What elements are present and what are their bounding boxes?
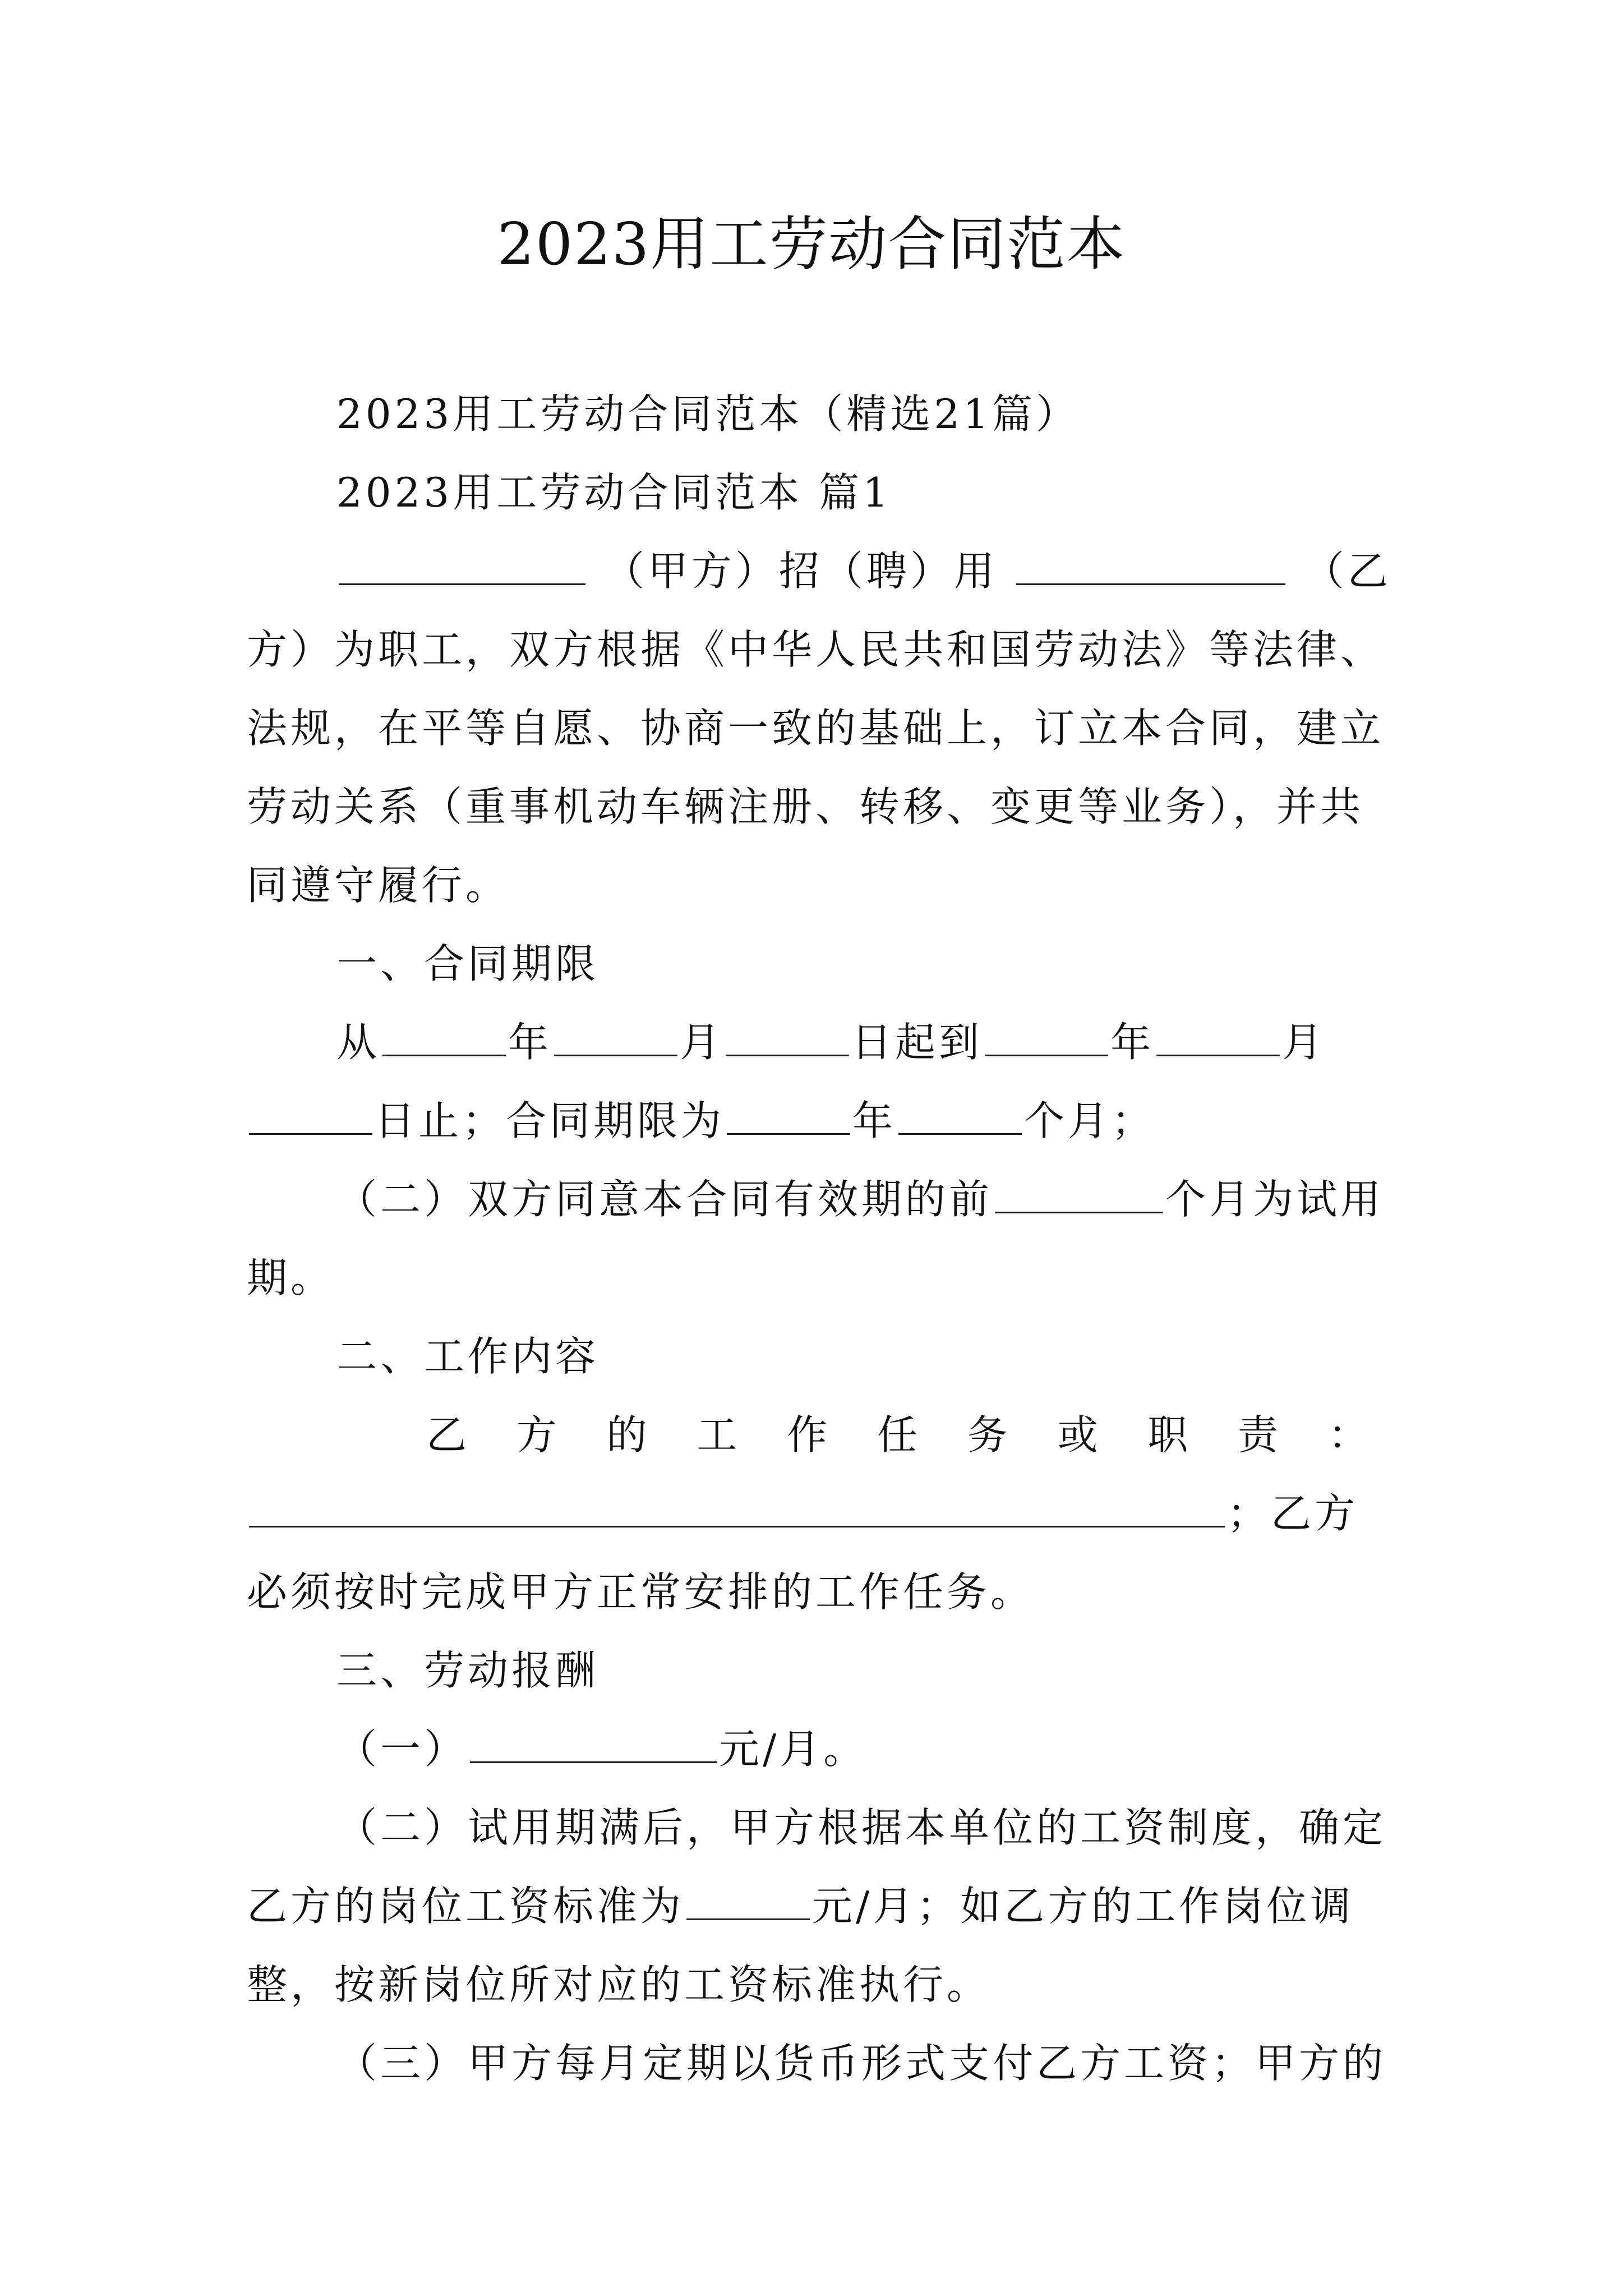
item2-text-a: 乙方的岗位工资标准为	[247, 1883, 685, 1930]
item3-line-1: （三）甲方每月定期以货币形式支付乙方工资；甲方的	[336, 2040, 1387, 2087]
duty-blank-line	[247, 1485, 1391, 1542]
intro-line-4: 劳动关系（重事机动车辆注册、转移、变更等业务），并共	[247, 783, 1364, 830]
probation-line	[336, 1171, 1391, 1227]
party-b-open: （乙	[1303, 547, 1391, 595]
term-line-2	[247, 1093, 1391, 1149]
probation-text: （二）双方同意本合同有效期的前	[336, 1176, 993, 1223]
duty-char: 或	[1057, 1411, 1098, 1458]
duty-char: 工	[697, 1411, 737, 1458]
subtitle: 2023用工劳动合同范本（精选21篇）	[336, 390, 1080, 438]
probation-end: 期。	[247, 1254, 335, 1301]
duty-line	[426, 1407, 1368, 1463]
start-month-blank[interactable]	[554, 1014, 677, 1056]
year-label: 年	[508, 1019, 552, 1066]
item1-prefix: （一）	[336, 1726, 468, 1773]
term-months-blank[interactable]	[898, 1093, 1022, 1135]
end-month-blank[interactable]	[1156, 1014, 1280, 1056]
duty-tail: ；乙方	[1227, 1490, 1359, 1537]
duty-char: 乙	[426, 1411, 467, 1458]
duty-blank[interactable]	[249, 1485, 1225, 1527]
year3-label: 年	[852, 1097, 897, 1144]
item2-line-3: 整，按新岗位所对应的工资标准执行。	[247, 1961, 991, 2008]
intro-line-2: 方）为职工，双方根据《中华人民共和国劳动法》等法律、	[247, 626, 1385, 673]
item1-unit: 元/月。	[719, 1726, 868, 1773]
term-line-1	[336, 1014, 1391, 1070]
duty-char: 方	[516, 1411, 557, 1458]
year2-label: 年	[1110, 1019, 1155, 1066]
intro-line-1	[336, 543, 1391, 599]
item2-text-b: 元/月；如乙方的工作岗位调	[812, 1883, 1354, 1930]
item2-line-1: （二）试用期满后，甲方根据本单位的工资制度，确定	[336, 1804, 1387, 1851]
end-day-blank[interactable]	[249, 1093, 372, 1135]
month-label: 月	[680, 1019, 724, 1066]
duty-char: 职	[1147, 1411, 1188, 1458]
duty-char: 的	[606, 1411, 647, 1458]
party-b-blank[interactable]	[1016, 543, 1285, 585]
item2-line-2	[247, 1878, 1391, 1934]
end-year-blank[interactable]	[985, 1014, 1108, 1056]
post-salary-blank[interactable]	[686, 1878, 810, 1920]
salary-line-1	[336, 1721, 1391, 1777]
salary-blank[interactable]	[470, 1721, 717, 1763]
duty-char: ：	[1327, 1411, 1368, 1458]
section-3-heading: 三、劳动报酬	[336, 1647, 600, 1694]
document-title: 2023用工劳动合同范本	[497, 210, 1126, 278]
section-2-heading: 二、工作内容	[336, 1333, 600, 1380]
duty-char: 务	[967, 1411, 1008, 1458]
month2-label: 月	[1282, 1019, 1326, 1066]
day-start-label: 日起到	[851, 1019, 983, 1066]
probation-tail: 个月为试用	[1165, 1176, 1385, 1223]
months-label: 个月；	[1024, 1097, 1156, 1144]
intro-line-5: 同遵守履行。	[247, 862, 510, 909]
duty-char: 任	[877, 1411, 917, 1458]
party-a-blank[interactable]	[339, 543, 585, 585]
intro-line-3: 法规，在平等自愿、协商一致的基础上，订立本合同，建立	[247, 705, 1385, 752]
start-day-blank[interactable]	[726, 1014, 849, 1056]
part-heading: 2023用工劳动合同范本 篇1	[336, 469, 892, 516]
from-label: 从	[336, 1019, 381, 1066]
duty-char: 责	[1238, 1411, 1279, 1458]
duty-end: 必须按时完成甲方正常安排的工作任务。	[247, 1568, 1035, 1616]
section-1-heading: 一、合同期限	[336, 940, 600, 987]
start-year-blank[interactable]	[382, 1014, 506, 1056]
day-end-label: 日止；合同期限为	[375, 1097, 725, 1144]
party-a-label: （甲方）招（聘）用	[603, 547, 998, 595]
probation-blank[interactable]	[995, 1171, 1163, 1213]
term-years-blank[interactable]	[727, 1093, 850, 1135]
duty-char: 作	[787, 1411, 828, 1458]
